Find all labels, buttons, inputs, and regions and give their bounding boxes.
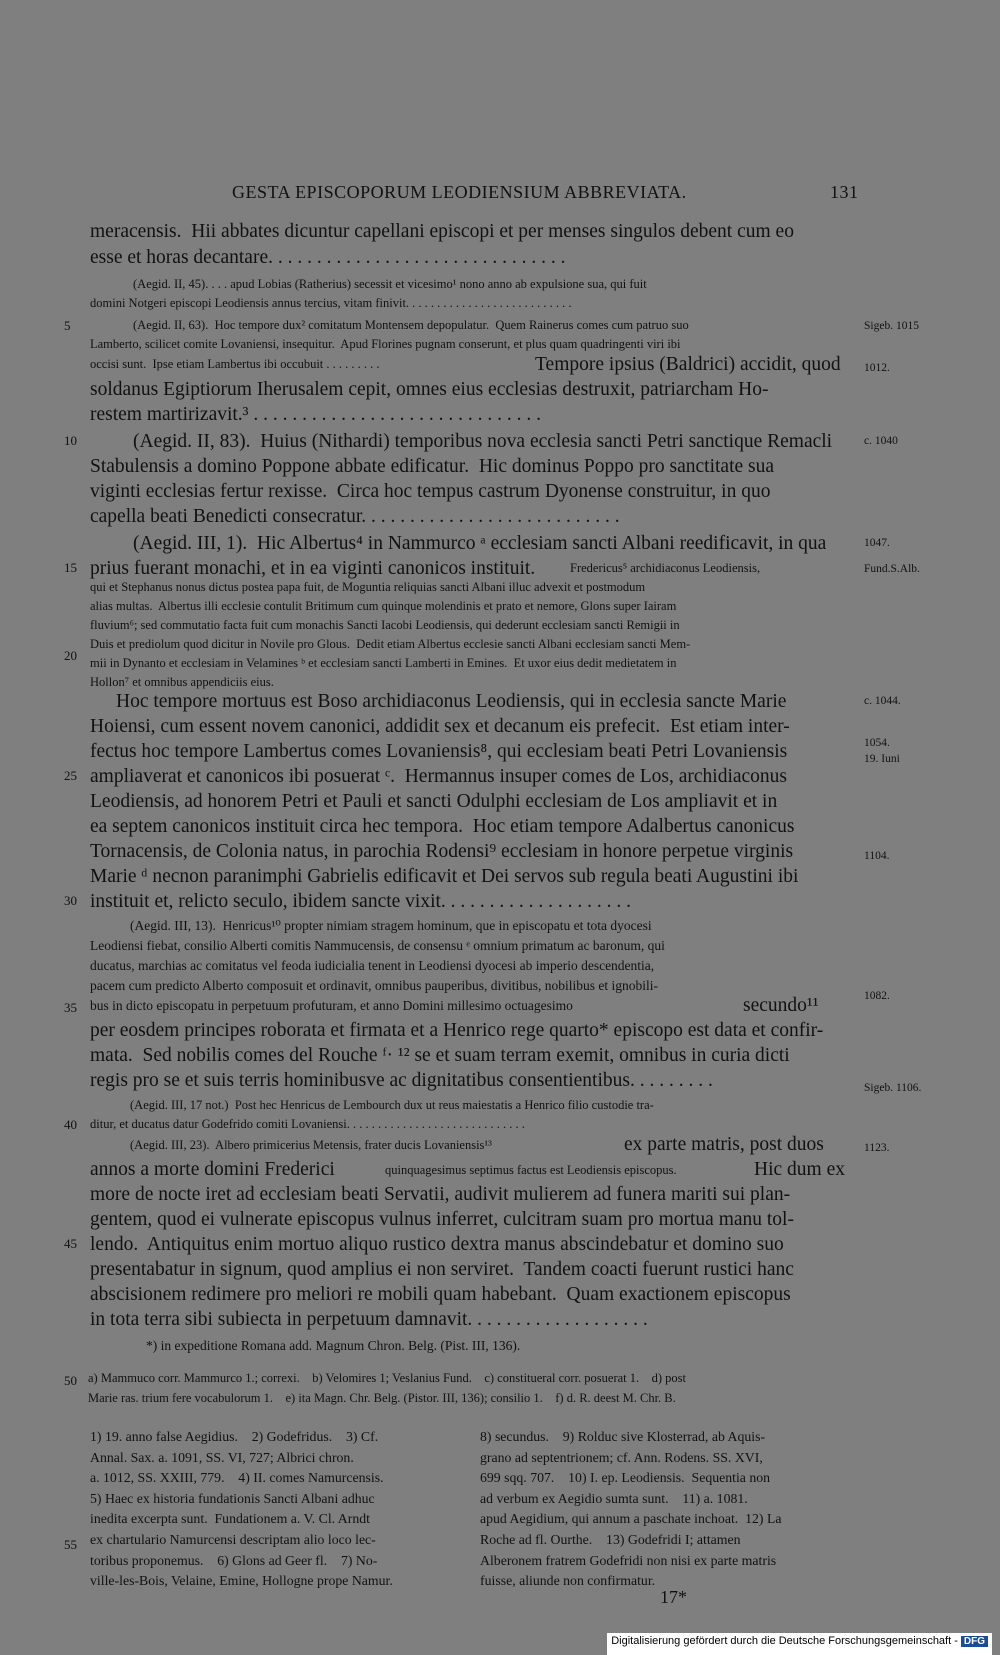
footnote-line: a. 1012, SS. XXIII, 779. 4) II. comes Namurcensis. xyxy=(90,1470,384,1486)
text-line: mii in Dynanto et ecclesiam in Velamines ᵇ et ecclesiam sancti Lamberti in Emines. Et uxor eius dedit medietatem in xyxy=(90,656,677,670)
text-line: Leodiensis, ad honorem Petri et Pauli et sancti Odulphi ecclesiam de Los ampliavit et in xyxy=(90,791,778,812)
footnote-line: inedita excerpta sunt. Fundationem a. V. Cl. Arndt xyxy=(90,1511,370,1527)
text-line: Hoc tempore mortuus est Boso archidiaconus Leodiensis, qui in ecclesia sancte Marie xyxy=(116,691,787,712)
margin-note: c. 1040 xyxy=(864,435,898,447)
margin-note: Fund.S.Alb. xyxy=(864,563,920,575)
line-number: 10 xyxy=(64,433,77,448)
signature-mark: 17* xyxy=(660,1587,687,1607)
text-line: (Aegid. III, 17 not.) Post hec Henricus de Lembourch dux ut reus maiestatis a Henrico filio custodie tra- xyxy=(130,1098,654,1112)
text-line: pacem cum predicto Alberto composuit et ordinavit, omnibus pauperibus, divitibus, nobilibus et ignobili- xyxy=(90,978,659,993)
footnote-line: 5) Haec ex historia fundationis Sancti Albani adhuc xyxy=(90,1490,375,1506)
footnote-line: 8) secundus. 9) Rolduc sive Klosterrad, ab Aquis- xyxy=(480,1429,766,1444)
text-line: restem martirizavit.³ . . . . . . . . . . . . . . . . . . . . . . . . . . . . . . xyxy=(90,404,542,425)
text-line: (Aegid. III, 23). Albero primicerius Metensis, frater ducis Lovaniensis¹³ xyxy=(130,1138,492,1152)
text-line: soldanus Egiptiorum Iherusalem cepit, omnes eius ecclesias destruxit, patriarcham Ho- xyxy=(90,379,769,400)
text-line: lendo. Antiquitus enim mortuo aliquo rustico dextra manus abscindebatur et domino suo xyxy=(90,1234,784,1255)
text-line: fectus hoc tempore Lambertus comes Lovaniensis⁸, qui ecclesiam beati Petri Lovaniensis xyxy=(90,741,788,762)
text-line: in tota terra sibi subiecta in perpetuum damnavit. . . . . . . . . . . . . . . . . . . xyxy=(90,1309,648,1330)
line-number: 30 xyxy=(64,893,77,908)
text-line: per eosdem principes roborata et firmata et a Henrico rege quarto* episcopo est data et confir- xyxy=(90,1020,824,1041)
line-number: 5 xyxy=(64,318,71,333)
margin-note: 1123. xyxy=(864,1142,890,1154)
text-line: ditur, et ducatus datur Godefrido comiti Lovaniensi. . . . . . . . . . . . . . . . . . . . . . . . . . . . . xyxy=(90,1117,525,1131)
text-line: a) Mammuco corr. Mammurco 1.; correxi. b) Velomires 1; Veslanius Fund. c) constitueral corr. posuerat 1. d) post xyxy=(88,1371,687,1385)
text-line: instituit et, relicto seculo, ibidem sancte vixit. . . . . . . . . . . . . . . . . . . . xyxy=(90,891,632,912)
text-line: regis pro se et suis terris hominibusve ac dignitatibus consentientibus. . . . . . . . . xyxy=(90,1070,713,1091)
text-line: Hic dum ex xyxy=(754,1159,845,1180)
text-line: ampliaverat et canonicos ibi posuerat ᶜ. Hermannus insuper comes de Los, archidiaconus xyxy=(90,766,788,787)
footnote-line: ex chartulario Namurcensi descriptam alio loco lec- xyxy=(90,1531,376,1547)
text-line: gentem, quod ei vulnerate episcopus vulnus inferret, culcitram suam pro mortua manu tol- xyxy=(90,1209,794,1230)
margin-note: Sigeb. 1015 xyxy=(864,320,919,332)
text-line: Tornacensis, de Colonia natus, in parochia Rodensi⁹ ecclesiam in honore perpetue virginis xyxy=(90,841,794,862)
footnote-line: ad verbum ex Aegidio sumta sunt. 11) a. 1081. xyxy=(480,1490,748,1506)
text-line: prius fuerant monachi, et in ea viginti canonicos instituit. xyxy=(90,558,536,579)
line-number: 50 xyxy=(64,1373,77,1388)
line-number: 40 xyxy=(64,1117,77,1132)
margin-note: Sigeb. 1106. xyxy=(864,1082,922,1094)
line-number: 25 xyxy=(64,768,77,783)
margin-note: 1082. xyxy=(864,990,890,1002)
text-line: (Aegid. II, 63). Hoc tempore dux² comitatum Montensem depopulatur. Quem Rainerus comes cum patruo suo xyxy=(133,318,689,332)
text-line: capella beati Benedicti consecratur. . . . . . . . . . . . . . . . . . . . . . . . . . . xyxy=(90,506,620,527)
text-line: secundo¹¹ xyxy=(743,995,819,1016)
margin-note: c. 1044. xyxy=(864,695,901,707)
margin-note: 1047. xyxy=(864,537,890,549)
footnote-line: Roche ad fl. Ourthe. 13) Godefridi I; attamen xyxy=(480,1531,741,1547)
credit-text: Digitalisierung gefördert durch die Deutsche Forschungsgemeinschaft - xyxy=(611,1635,958,1647)
footnote-line: fuisse, aliunde non confirmatur. xyxy=(480,1573,656,1589)
text-line: Stabulensis a domino Poppone abbate edificatur. Hic dominus Poppo pro sanctitate sua xyxy=(90,456,775,477)
text-line: (Aegid. III, 1). Hic Albertus⁴ in Nammurco ᵃ ecclesiam sancti Albani reedificavit, in qua xyxy=(133,533,827,554)
text-line: viginti ecclesias fertur rexisse. Circa hoc tempus castrum Dyonense construitur, in quo xyxy=(90,481,771,502)
text-line: quinquagesimus septimus factus est Leodiensis episcopus. xyxy=(385,1163,677,1177)
text-line: domini Notgeri episcopi Leodiensis annus tercius, vitam finivit. . . . . . . . . . . . . . . . . . . . . . . . . . . xyxy=(90,296,572,310)
page-number: 131 xyxy=(830,182,859,202)
text-line: abscisionem redimere pro meliori re mobili quam habebant. Quam exactionem episcopus xyxy=(90,1284,791,1305)
line-number: 20 xyxy=(64,648,77,663)
footnote-line: grano ad septentrionem; cf. Ann. Rodens. SS. XVI, xyxy=(480,1449,763,1465)
text-line: Marie ras. trium fere vocabulorum 1. e) ita Magn. Chr. Belg. (Pistor. III, 136); consilio 1. f) d. R. deest M. Chr. B. xyxy=(88,1391,676,1405)
footnotes-left-column xyxy=(90,1427,470,1592)
line-number: 55 xyxy=(64,1537,77,1552)
footnote-line: ville-les-Bois, Velaine, Emine, Hollogne prope Namur. xyxy=(90,1573,393,1589)
digitization-credit xyxy=(607,1633,992,1655)
text-line: ex parte matris, post duos xyxy=(624,1134,824,1155)
margin-note: 1012. xyxy=(864,362,890,374)
footnote-line: Alberonem fratrem Godefridi non nisi ex parte matris xyxy=(480,1552,777,1568)
text-line: presentabatur in signum, quod amplius ei non serviret. Tandem coacti fuerunt rustici hanc xyxy=(90,1259,794,1280)
line-number: 15 xyxy=(64,560,77,575)
text-line: (Aegid. II, 83). Huius (Nithardi) temporibus nova ecclesia sancti Petri sanctique Remacli xyxy=(133,431,833,452)
footnote-line: toribus proponemus. 6) Glons ad Geer fl. 7) No- xyxy=(90,1552,378,1568)
margin-note: 1104. xyxy=(864,850,890,862)
footnote-line: Annal. Sax. a. 1091, SS. VI, 727; Albrici chron. xyxy=(90,1449,354,1465)
margin-note: 1054. xyxy=(864,737,890,749)
running-title: GESTA EPISCOPORUM LEODIENSIUM ABBREVIATA. xyxy=(232,182,687,202)
text-line: annos a morte domini Frederici xyxy=(90,1159,335,1180)
text-line: more de nocte iret ad ecclesiam beati Servatii, audivit mulierem ad funera mariti sui plan- xyxy=(90,1184,791,1205)
text-line: occisi sunt. Ipse etiam Lambertus ibi occubuit . . . . . . . . . xyxy=(90,357,380,371)
text-line: Hollon⁷ et omnibus appendiciis eius. xyxy=(90,675,274,689)
text-line: qui et Stephanus nonus dictus postea papa fuit, de Moguntia reliquias sancti Albani illuc advexit et postmodum xyxy=(90,580,646,594)
footnote-line: apud Aegidium, qui annum a paschate inchoat. 12) La xyxy=(480,1511,782,1527)
text-line: *) in expeditione Romana add. Magnum Chron. Belg. (Pist. III, 136). xyxy=(146,1338,521,1353)
text-line: (Aegid. III, 13). Henricus¹⁰ propter nimiam stragem hominum, que in episcopatu et tota dyocesi xyxy=(130,918,652,933)
margin-note: 19. Iuni xyxy=(864,753,900,765)
text-line: Fredericus⁵ archidiaconus Leodiensis, xyxy=(570,561,761,575)
text-line: Duis et prediolum quod dicitur in Novile pro Glous. Dedit etiam Albertus ecclesie sancti Albani ecclesiam sancti Mem- xyxy=(90,637,691,651)
text-line: fluvium⁶; sed commutatio facta fuit cum monachis Sancti Iacobi Leodiensis, qui dederunt ecclesiam sancti Remigii in xyxy=(90,618,680,632)
text-line: Leodiensi fiebat, consilio Alberti comitis Nammucensis, de consensu ᵉ omnium primatum ac baronum, qui xyxy=(90,938,665,953)
text-line: esse et horas decantare. . . . . . . . . . . . . . . . . . . . . . . . . . . . . . . xyxy=(90,247,566,268)
footnote-line: 1) 19. anno false Aegidius. 2) Godefridus. 3) Cf. xyxy=(90,1429,379,1444)
line-number: 35 xyxy=(64,1000,77,1015)
text-line: Tempore ipsius (Baldrici) accidit, quod xyxy=(535,354,841,375)
footnote-line: 699 sqq. 707. 10) I. ep. Leodiensis. Sequentia non xyxy=(480,1470,771,1486)
dfg-logo: DFG xyxy=(961,1636,988,1647)
text-line: bus in dicto episcopatu in perpetuum profuturam, et anno Domini millesimo octuagesimo xyxy=(90,998,573,1013)
text-line: Hoiensi, cum essent novem canonici, addidit sex et decanum eis prefecit. Est etiam inter- xyxy=(90,716,790,737)
text-line: ducatus, marchias ac comitatus vel feoda iudicialia tenent in Leodiensi dyocesi ab imperio descendentia, xyxy=(90,958,655,973)
text-line: alias multas. Albertus illi ecclesie contulit Britimum cum quinque molendinis et prato et nemore, Glons super Iairam xyxy=(90,599,677,613)
text-line: mata. Sed nobilis comes del Rouche ᶠ· ¹² se et suam terram exemit, omnibus in curia dicti xyxy=(90,1045,790,1066)
line-number: 45 xyxy=(64,1236,77,1251)
text-line: ea septem canonicos instituit circa hec tempora. Hoc etiam tempore Adalbertus canonicus xyxy=(90,816,795,837)
text-line: Marie ᵈ necnon paranimphi Gabrielis edificavit et Dei servos sub regula beati Augustini ibi xyxy=(90,866,799,887)
text-line: meracensis. Hii abbates dicuntur capellani episcopi et per menses singulos debent cum eo xyxy=(90,221,794,242)
text-line: Lamberto, scilicet comite Lovaniensi, insequitur. Apud Florines pugnam conserunt, et plus quam quadringenti viri ibi xyxy=(90,337,681,351)
text-line: (Aegid. II, 45). . . . apud Lobias (Ratherius) secessit et vicesimo¹ nono anno ab expulsione sua, qui fuit xyxy=(133,277,647,291)
footnotes-right-column xyxy=(480,1427,860,1592)
